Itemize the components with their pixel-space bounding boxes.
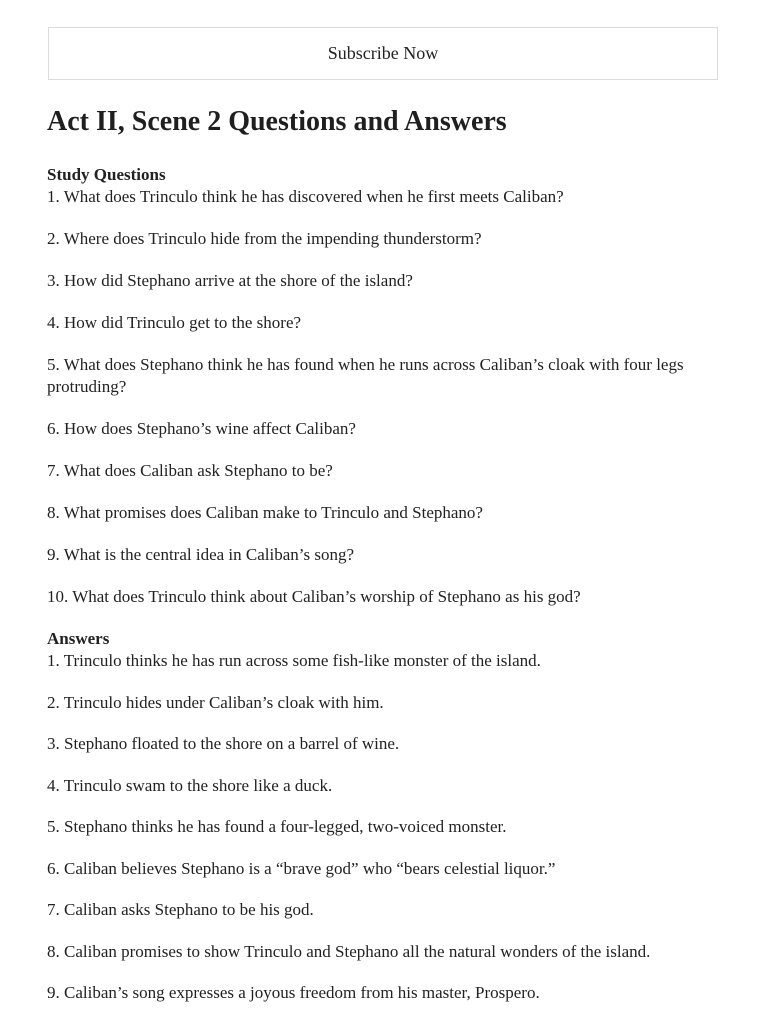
subscribe-now-label: Subscribe Now <box>327 43 439 63</box>
answer-item: 1. Trinculo thinks he has run across some fish-like monster of the island. <box>47 651 541 670</box>
study-question-item: 9. What is the central idea in Caliban’s song? <box>47 545 355 564</box>
answer-item: 2. Trinculo hides under Caliban’s cloak with him. <box>47 692 384 712</box>
answer-item: 3. Stephano floated to the shore on a barrel of wine. <box>47 734 400 753</box>
study-question-item: 1. What does Trinculo think he has discovered when he first meets Caliban? <box>47 187 564 206</box>
document-body <box>47 104 723 1024</box>
study-questions-list <box>47 186 723 608</box>
study-question-item: 7. What does Caliban ask Stephano to be? <box>47 461 333 480</box>
study-question-item: 5. What does Stephano think he has found when he runs across Caliban’s cloak with four legs protruding? <box>47 355 684 396</box>
study-question-item: 6. How does Stephano’s wine affect Caliban? <box>47 419 356 438</box>
study-questions-heading: Study Questions <box>47 165 166 184</box>
study-question-item: 4. How did Trinculo get to the shore? <box>47 313 302 332</box>
study-question-item: 10. What does Trinculo think about Caliban’s worship of Stephano as his god? <box>47 587 581 606</box>
answer-item: 4. Trinculo swam to the shore like a duck. <box>47 775 333 795</box>
study-question-item: 2. Where does Trinculo hide from the impending thunderstorm? <box>47 229 482 248</box>
answer-item: 8. Caliban promises to show Trinculo and Stephano all the natural wonders of the island. <box>47 941 651 961</box>
study-question-item: 8. What promises does Caliban make to Trinculo and Stephano? <box>47 503 483 522</box>
answers-heading: Answers <box>47 629 110 648</box>
answer-item: 6. Caliban believes Stephano is a “brave god” who “bears celestial liquor.” <box>47 858 556 878</box>
study-question-item: 3. How did Stephano arrive at the shore of the island? <box>47 271 413 290</box>
answers-list <box>47 650 723 1004</box>
answer-item: 9. Caliban’s song expresses a joyous freedom from his master, Prospero. <box>47 983 540 1002</box>
answer-item: 5. Stephano thinks he has found a four-legged, two-voiced monster. <box>47 817 507 836</box>
subscribe-now-button[interactable] <box>48 27 718 80</box>
answer-item: 7. Caliban asks Stephano to be his god. <box>47 900 314 919</box>
page-title: Act II, Scene 2 Questions and Answers <box>47 106 507 137</box>
